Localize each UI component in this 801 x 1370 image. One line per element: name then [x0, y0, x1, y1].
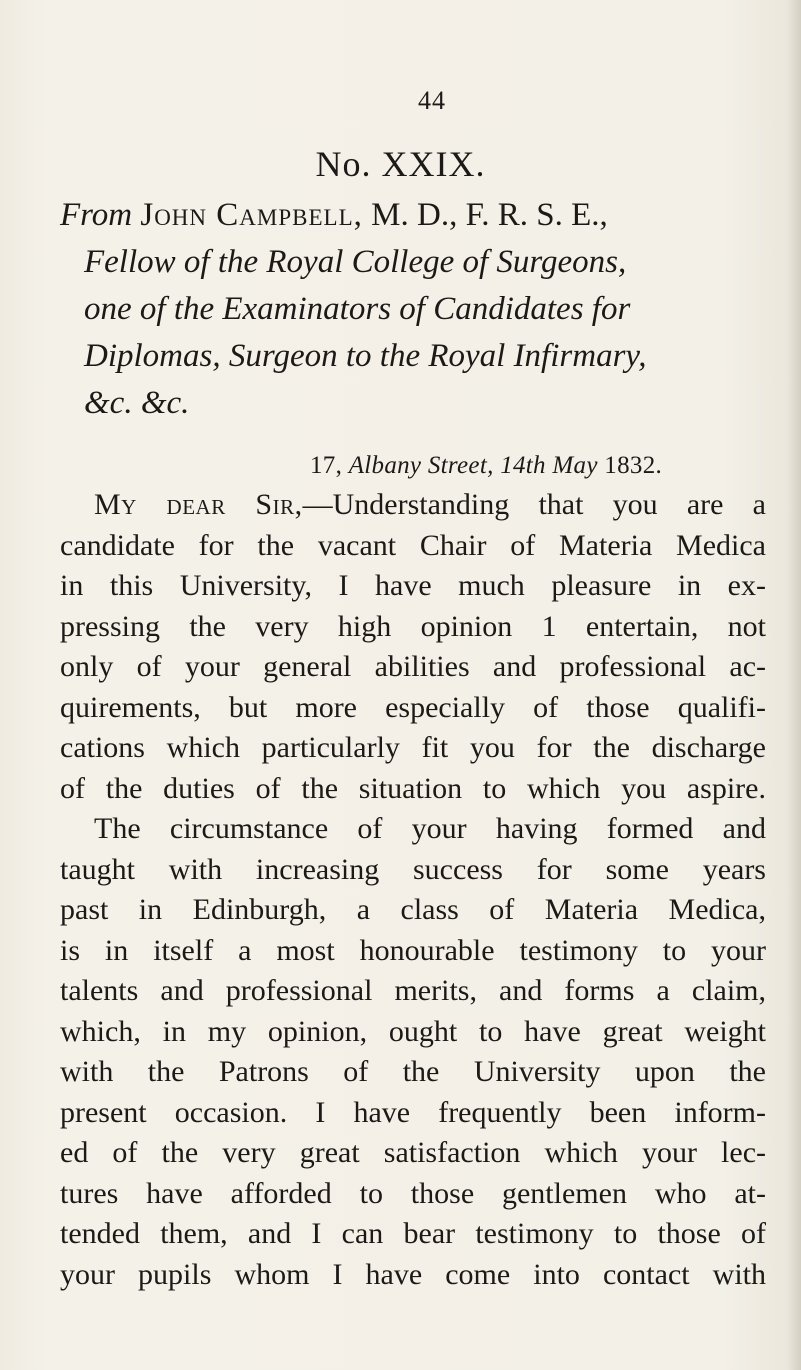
text-line: The circumstance of your having formed and: [94, 812, 766, 845]
date-day: 14th: [500, 452, 546, 479]
text-line: ed of the very great satisfaction which your lec-: [60, 1136, 766, 1169]
author-credentials: M. D., F. R. S. E.,: [371, 197, 608, 233]
date-year: 1832.: [604, 452, 663, 479]
text-line: tures have afforded to those gentlemen who at-: [60, 1176, 766, 1210]
letter-header: [60, 192, 760, 427]
header-line-5: &c. &c.: [84, 385, 190, 421]
page-number: 44: [418, 86, 446, 115]
date-month: May: [552, 452, 598, 479]
text-line: [60, 485, 766, 526]
header-line-from: [60, 192, 760, 239]
dateline: [310, 452, 662, 480]
text-line: past in Edinburgh, a class of Materia Medica,: [60, 893, 766, 926]
text-line: tended them, and I can bear testimony to those of: [60, 1217, 766, 1250]
text-line: with the Patrons of the University upon the: [60, 1055, 766, 1088]
text-line: which, in my opinion, ought to have great weight: [60, 1014, 766, 1048]
text-line: pressing the very high opinion 1 entertain, not: [60, 609, 766, 643]
text-line: in this University, I have much pleasure in ex-: [60, 569, 766, 602]
salutation: My dear Sir,: [94, 488, 303, 521]
street-name: Albany Street,: [348, 452, 494, 479]
text-line: is in itself a most honourable testimony to your: [60, 933, 766, 967]
letter-number-heading: No. XXIX.: [315, 144, 486, 184]
text-line: candidate for the vacant Chair of Materia Medica: [60, 528, 766, 562]
text-line-content: —Understanding that you are a: [302, 488, 766, 521]
text-line: quirements, but more especially of those qualifi-: [60, 690, 766, 724]
street-number: 17,: [310, 452, 343, 479]
header-line-2: Fellow of the Royal College of Surgeons,: [84, 244, 627, 280]
letter-body: [60, 485, 766, 1295]
text-line: talents and professional merits, and forms a claim,: [60, 974, 766, 1007]
text-line: only of your general abilities and professional ac-: [60, 650, 766, 683]
text-line: your pupils whom I have come into contact with: [60, 1257, 766, 1291]
page-edge-shadow: [787, 0, 801, 1370]
from-label: From: [60, 197, 133, 233]
header-line-3: one of the Examinators of Candidates for: [84, 291, 631, 327]
text-line: present occasion. I have frequently been inform-: [60, 1095, 766, 1129]
text-line: of the duties of the situation to which you aspire.: [60, 771, 766, 805]
header-line-4: Diplomas, Surgeon to the Royal Infirmary,: [84, 338, 647, 374]
author-name: John Campbell,: [140, 197, 363, 233]
text-line: taught with increasing success for some years: [60, 852, 766, 886]
text-line: cations which particularly fit you for the discharge: [60, 731, 766, 764]
